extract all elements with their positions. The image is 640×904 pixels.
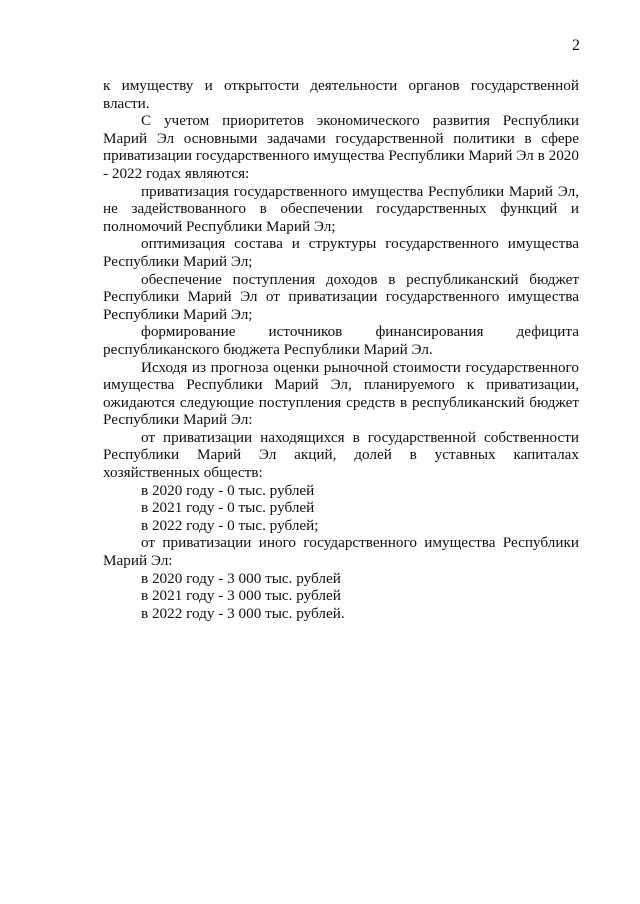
page-number: 2: [572, 37, 580, 54]
revenue-line-other-2020: в 2020 году - 3 000 тыс. рублей: [141, 569, 341, 587]
list-item-task-4: формирование источников финансирования дефицита республиканского бюджета Республики Марий Эл.: [103, 323, 579, 358]
paragraph-continuation: к имуществу и открытости деятельности органов государственной власти.: [103, 77, 579, 112]
list-item-task-2: оптимизация состава и структуры государственного имущества Республики Марий Эл;: [103, 235, 579, 270]
document-body: [103, 77, 579, 622]
list-item-task-1: приватизация государственного имущества Республики Марий Эл, не задействованного в обеспечении государственных функций и полномочий Республики Марий Эл;: [103, 182, 579, 235]
revenue-line-other-2021: в 2021 году - 3 000 тыс. рублей: [141, 587, 341, 605]
paragraph-revenue-intro: Исходя из прогноза оценки рыночной стоимости государственного имущества Республики Марий Эл, планируемого к приватизации, ожидаются следующие поступления средств в республиканский бюджет Республики Марий Эл:: [103, 358, 579, 429]
list-item-task-3: обеспечение поступления доходов в республиканский бюджет Республики Марий Эл от приватизации государственного имущества Республики Марий Эл;: [103, 270, 579, 323]
paragraph-tasks-intro: С учетом приоритетов экономического развития Республики Марий Эл основными задачами государственной политики в сфере приватизации государственного имущества Республики Марий Эл в 2020 - 2022 годах являются:: [103, 112, 579, 182]
revenue-line-other-2022: в 2022 году - 3 000 тыс. рублей.: [141, 604, 345, 622]
revenue-line-shares-2021: в 2021 году - 0 тыс. рублей: [141, 499, 315, 517]
list-item-shares-revenue: от приватизации находящихся в государственной собственности Республики Марий Эл акций, долей в уставных капиталах хозяйственных обществ:: [103, 428, 579, 482]
revenue-line-shares-2020: в 2020 году - 0 тыс. рублей: [141, 481, 315, 499]
revenue-line-shares-2022: в 2022 году - 0 тыс. рублей;: [141, 516, 319, 534]
list-item-other-property-revenue: от приватизации иного государственного имущества Республики Марий Эл:: [103, 534, 579, 570]
